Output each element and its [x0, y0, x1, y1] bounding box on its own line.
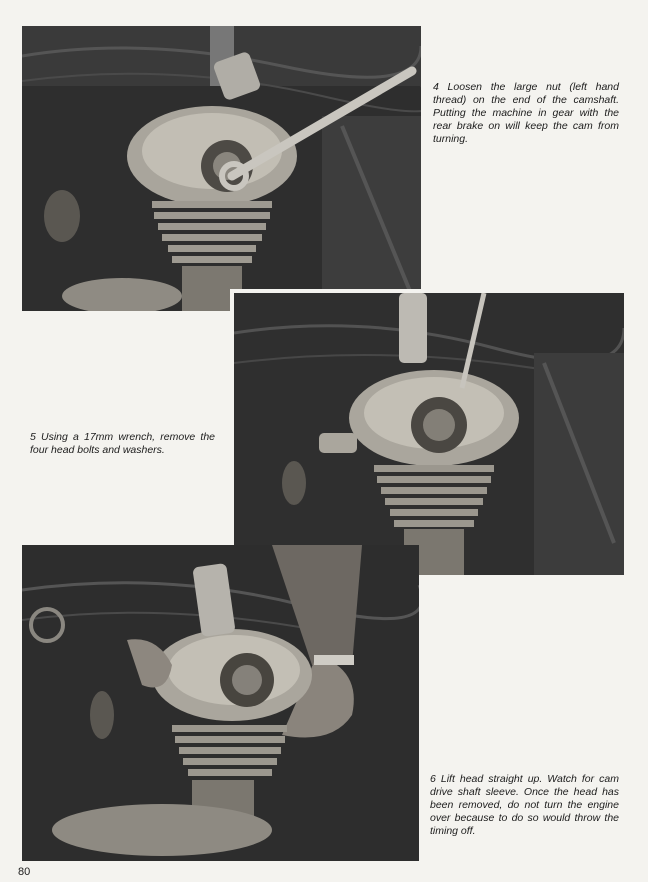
caption-step-5: 5 Using a 17mm wrench, remove the four head bolts and washers. — [30, 430, 215, 456]
engine-photo-4 — [22, 26, 421, 311]
caption-step-6: 6 Lift head straight up. Watch for cam drive shaft sleeve. Once the head has been removed, do not turn the engine over because to do so would throw the timing off. — [430, 772, 619, 837]
photo-step-4 — [22, 26, 421, 311]
caption-step-4: 4 Loosen the large nut (left hand thread) on the end of the camshaft. Putting the machine in gear with the rear brake on will keep the cam from turning. — [433, 80, 619, 145]
engine-photo-6 — [22, 545, 419, 861]
photo-step-5 — [230, 289, 624, 575]
engine-photo-5 — [234, 293, 624, 575]
photo-step-6 — [22, 545, 419, 861]
page-number: 80 — [18, 866, 31, 878]
